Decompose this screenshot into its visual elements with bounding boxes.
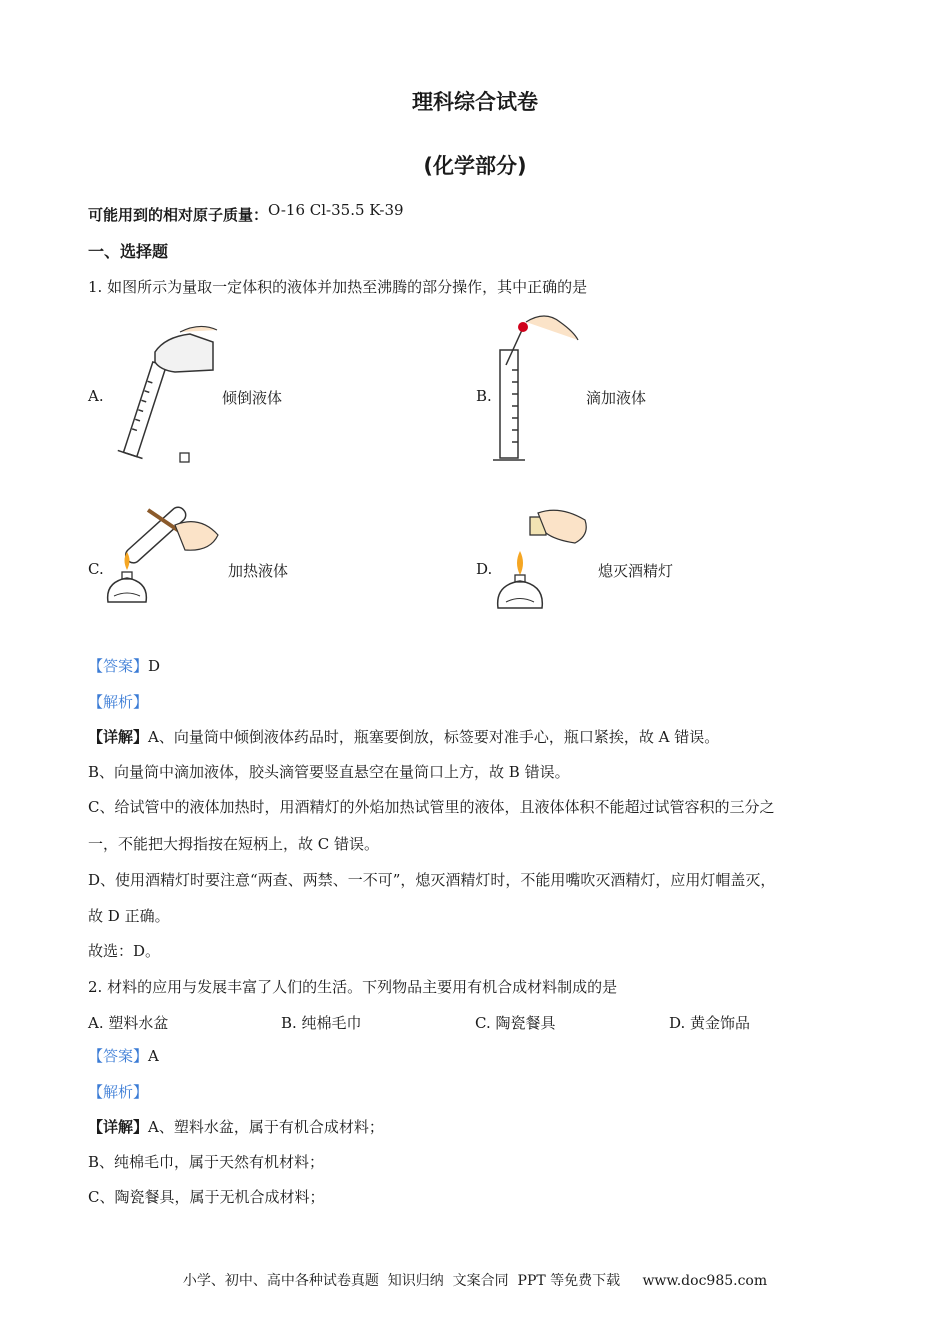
- detail-tag: 【详解】: [88, 728, 149, 746]
- answer-tag: 【答案】: [88, 1047, 149, 1065]
- q2-detail-b: B、纯棉毛巾，属于天然有机材料；: [88, 1153, 325, 1171]
- q1-option-a-caption: 倾倒液体: [222, 389, 283, 407]
- q2-stem: 2. 材料的应用与发展丰富了人们的生活。下列物品主要用有机合成材料制成的是: [88, 978, 618, 996]
- q1-conclusion: 故选：D。: [88, 942, 161, 960]
- page-title: 理科综合试卷: [412, 90, 538, 114]
- answer-tag: 【答案】: [88, 657, 149, 675]
- q2-option-a: A. 塑料水盆: [88, 1014, 169, 1032]
- dropping-liquid-illustration: [490, 310, 580, 468]
- q1-analysis-tag: 【解析】: [88, 693, 149, 711]
- atomic-mass-line: [88, 201, 404, 225]
- q2-answer-line: [88, 1046, 159, 1066]
- q2-option-c: C. 陶瓷餐具: [475, 1014, 556, 1032]
- q2-detail-a-text: A、塑料水盆，属于有机合成材料；: [148, 1118, 384, 1136]
- q1-option-b-caption: 滴加液体: [586, 389, 647, 407]
- q1-stem: 1. 如图所示为量取一定体积的液体并加热至沸腾的部分操作，其中正确的是: [88, 278, 588, 296]
- page-footer: 小学、初中、高中各种试卷真题 知识归纳 文案合同 PPT 等免费下载 www.doc985.com: [182, 1273, 768, 1289]
- q1-detail-d1: D、使用酒精灯时要注意“两查、两禁、一不可”，熄灭酒精灯时，不能用嘴吹灭酒精灯，应用灯帽盖灭，: [88, 871, 776, 889]
- q1-option-d-caption: 熄灭酒精灯: [598, 562, 674, 580]
- atomic-mass-values: O-16 Cl-35.5 K-39: [268, 201, 404, 219]
- section-heading: 一、选择题: [88, 242, 169, 261]
- heating-liquid-illustration: [100, 490, 225, 615]
- q1-option-c-caption: 加热液体: [228, 562, 289, 580]
- q2-detail-c: C、陶瓷餐具，属于无机合成材料；: [88, 1188, 325, 1206]
- q1-answer: D: [148, 657, 161, 675]
- q1-option-b-letter: B.: [476, 387, 492, 405]
- q1-detail-a-text: A、向量筒中倾倒液体药品时，瓶塞要倒放，标签要对准手心，瓶口紧挨，故 A 错误。: [148, 728, 720, 746]
- q1-option-a-letter: A.: [88, 387, 104, 405]
- page-subtitle: (化学部分): [423, 154, 527, 178]
- q1-detail-a: [88, 727, 719, 747]
- q2-analysis-tag: 【解析】: [88, 1083, 149, 1101]
- q2-option-d: D. 黄金饰品: [669, 1014, 751, 1032]
- pouring-liquid-illustration: [105, 322, 220, 467]
- q1-detail-d2: 故 D 正确。: [88, 907, 170, 925]
- q1-detail-b: B、向量筒中滴加液体，胶头滴管要竖直悬空在量筒口上方，故 B 错误。: [88, 763, 570, 781]
- detail-tag: 【详解】: [88, 1118, 149, 1136]
- q1-detail-c1: C、给试管中的液体加热时，用酒精灯的外焰加热试管里的液体，且液体体积不能超过试管容积的三分之: [88, 798, 775, 816]
- q1-option-d-letter: D.: [476, 560, 493, 578]
- q2-answer: A: [148, 1047, 159, 1065]
- q1-answer-line: [88, 656, 160, 676]
- atomic-mass-label: 可能用到的相对原子质量：: [88, 206, 269, 224]
- q2-option-b: B. 纯棉毛巾: [281, 1014, 362, 1032]
- extinguishing-lamp-illustration: [490, 505, 600, 615]
- q2-detail-a: [88, 1117, 384, 1137]
- q1-option-c-letter: C.: [88, 560, 104, 578]
- q1-detail-c2: 一，不能把大拇指按在短柄上，故 C 错误。: [88, 835, 380, 853]
